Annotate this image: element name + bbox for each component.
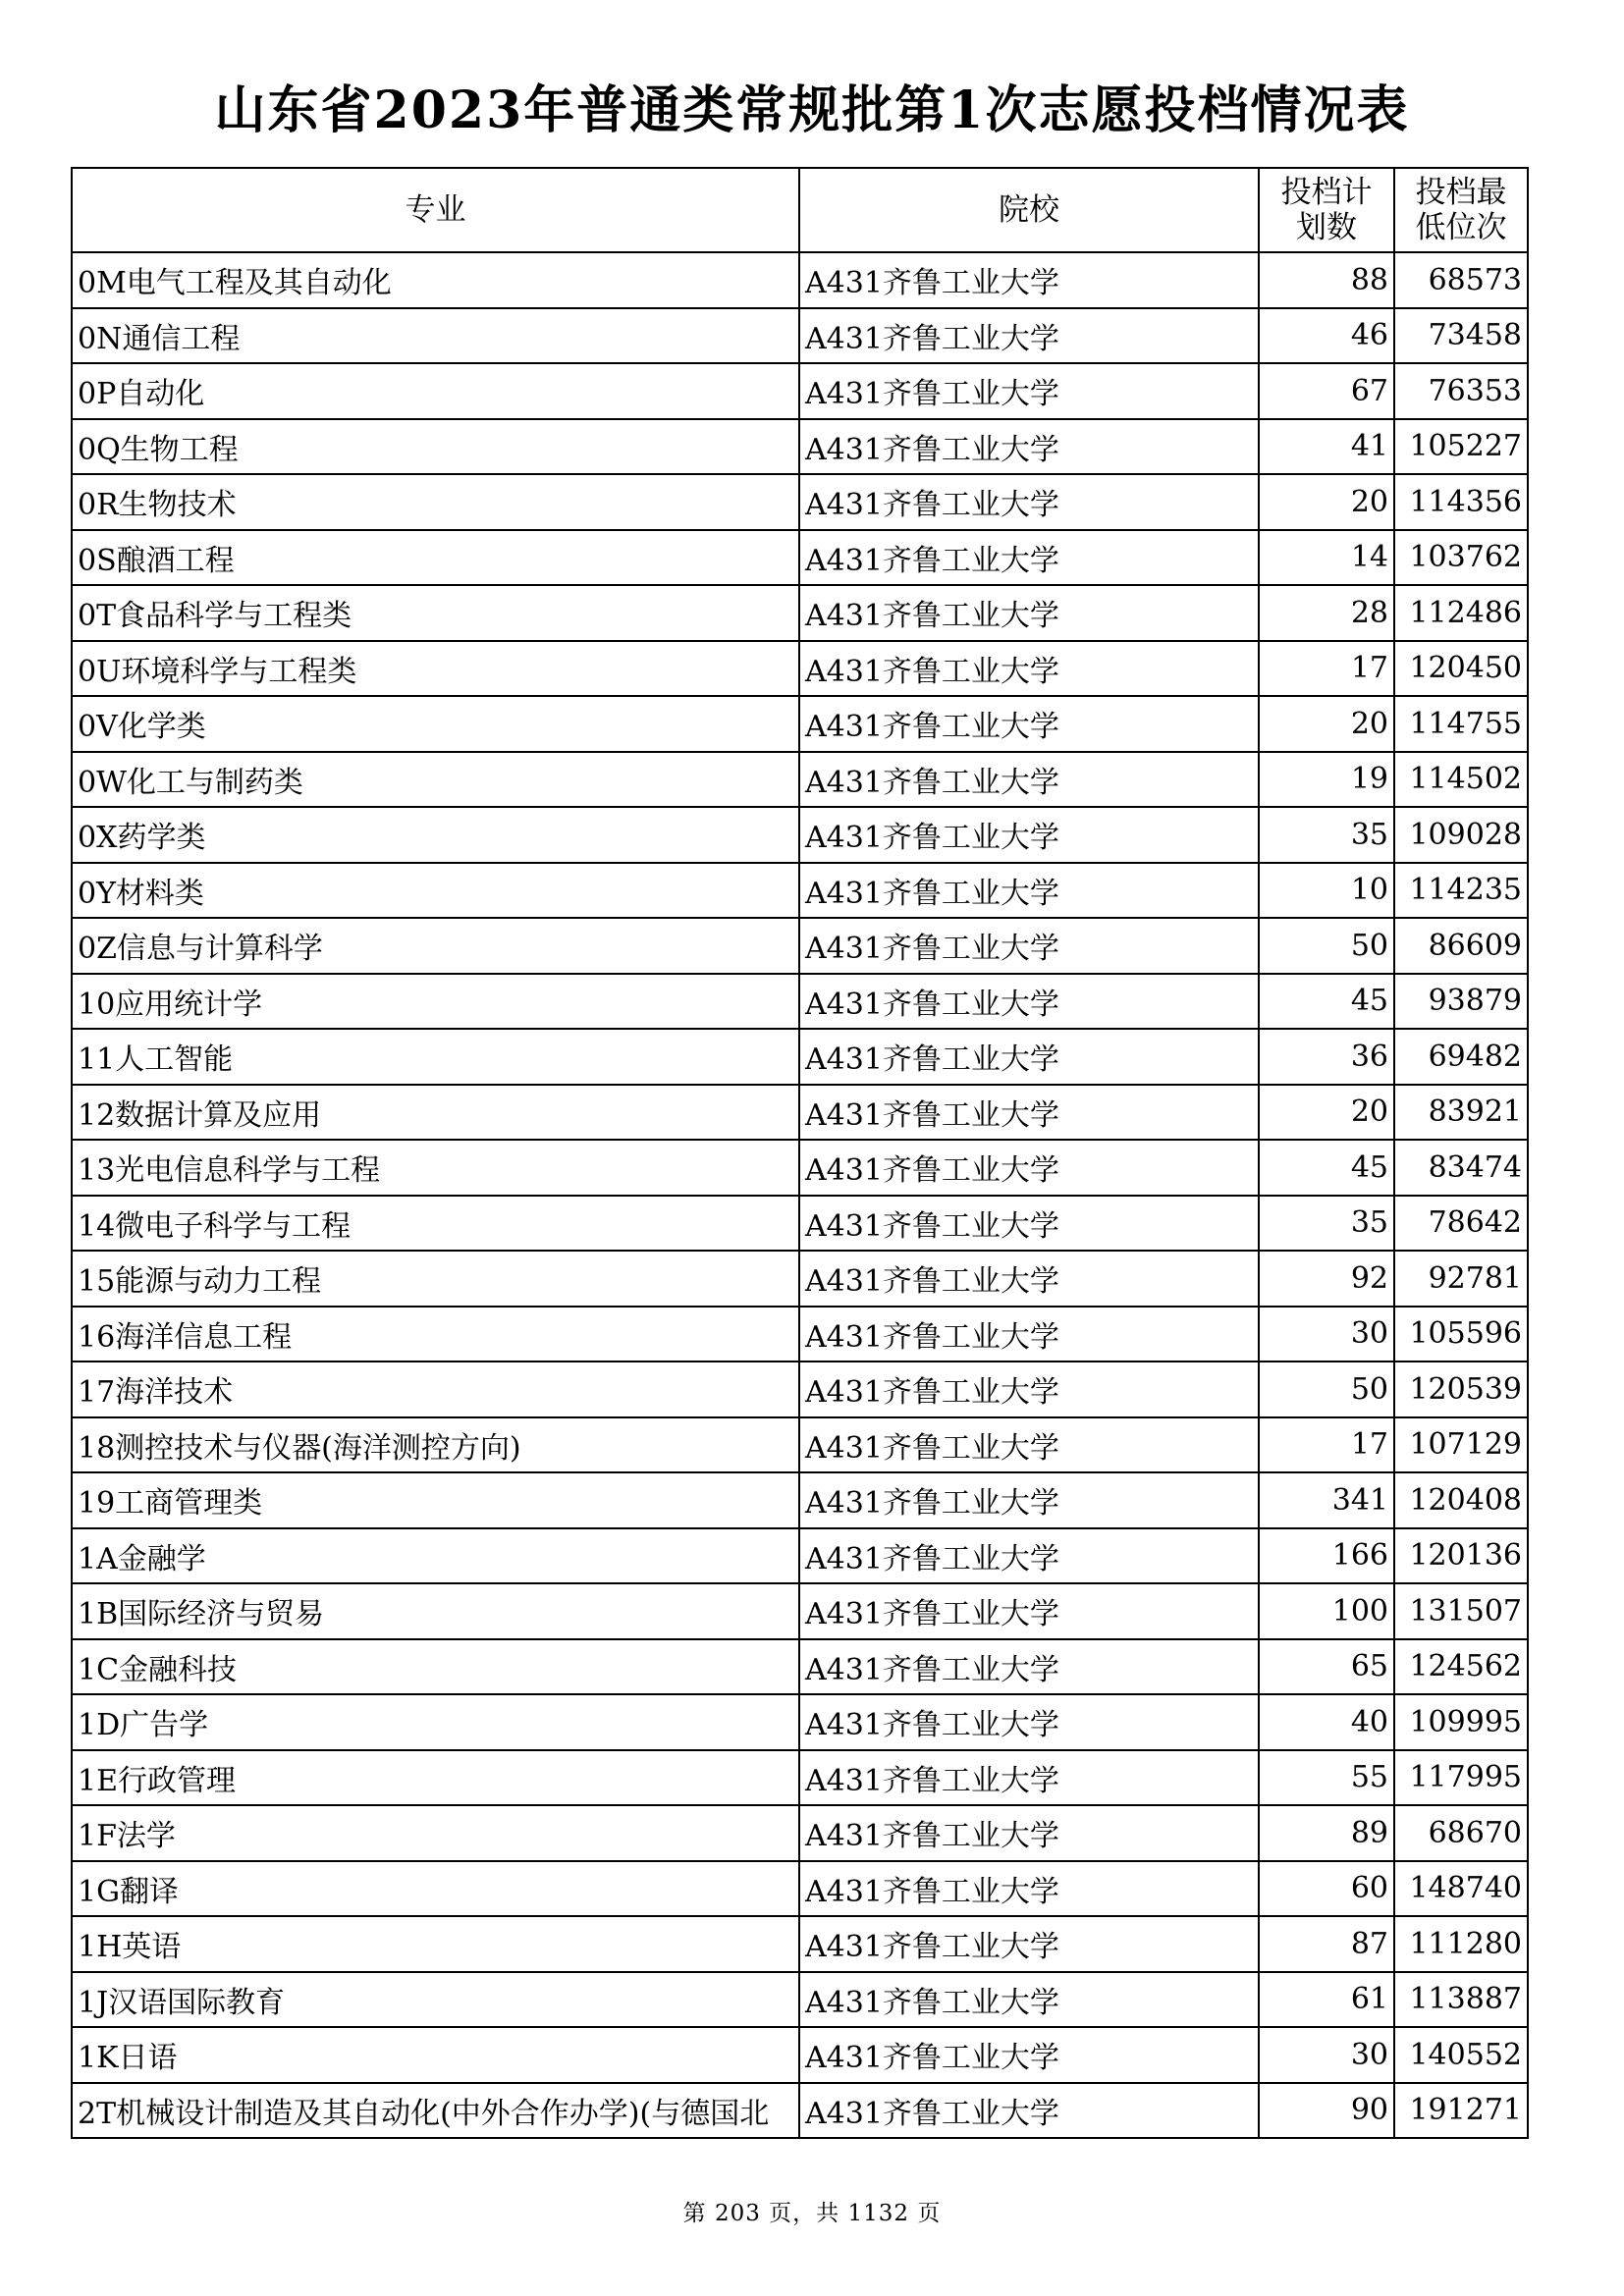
cell-school: A431齐鲁工业大学	[799, 863, 1259, 919]
cell-major: 13光电信息科学与工程	[72, 1140, 799, 1196]
table-row	[72, 1140, 1528, 1196]
cell-major: 0Q生物工程	[72, 419, 799, 475]
cell-plan: 10	[1259, 863, 1394, 919]
cell-major: 1H英语	[72, 1916, 799, 1972]
cell-rank: 111280	[1394, 1916, 1528, 1972]
cell-plan: 45	[1259, 974, 1394, 1030]
cell-rank: 73458	[1394, 308, 1528, 364]
cell-major: 17海洋技术	[72, 1362, 799, 1417]
cell-major: 1C金融科技	[72, 1639, 799, 1695]
cell-rank: 109028	[1394, 807, 1528, 863]
table-row	[72, 1029, 1528, 1085]
cell-school: A431齐鲁工业大学	[799, 1528, 1259, 1584]
table-row	[72, 2083, 1528, 2139]
cell-rank: 131507	[1394, 1583, 1528, 1639]
cell-major: 18测控技术与仪器(海洋测控方向)	[72, 1417, 799, 1473]
cell-rank: 107129	[1394, 1417, 1528, 1473]
table-row	[72, 974, 1528, 1030]
cell-school: A431齐鲁工业大学	[799, 530, 1259, 586]
cell-plan: 17	[1259, 1417, 1394, 1473]
cell-rank: 109995	[1394, 1694, 1528, 1750]
cell-school: A431齐鲁工业大学	[799, 474, 1259, 530]
cell-plan: 90	[1259, 2083, 1394, 2139]
cell-school: A431齐鲁工业大学	[799, 1251, 1259, 1307]
cell-major: 11人工智能	[72, 1029, 799, 1085]
page-title: 山东省2023年普通类常规批第1次志愿投档情况表	[214, 80, 1410, 140]
cell-school: A431齐鲁工业大学	[799, 363, 1259, 419]
cell-major: 2T机械设计制造及其自动化(中外合作办学)(与德国北	[72, 2083, 799, 2139]
cell-school: A431齐鲁工业大学	[799, 1472, 1259, 1528]
cell-major: 1G翻译	[72, 1861, 799, 1917]
cell-major: 1A金融学	[72, 1528, 799, 1584]
cell-school: A431齐鲁工业大学	[799, 1861, 1259, 1917]
header-rank	[1394, 168, 1528, 252]
cell-plan: 40	[1259, 1694, 1394, 1750]
cell-rank: 78642	[1394, 1196, 1528, 1252]
cell-plan: 45	[1259, 1140, 1394, 1196]
cell-plan: 20	[1259, 696, 1394, 752]
cell-school: A431齐鲁工业大学	[799, 1750, 1259, 1806]
table-row	[72, 696, 1528, 752]
table-row	[72, 1251, 1528, 1307]
header-plan	[1259, 168, 1394, 252]
cell-rank: 105596	[1394, 1307, 1528, 1362]
cell-rank: 86609	[1394, 918, 1528, 974]
cell-rank: 120136	[1394, 1528, 1528, 1584]
cell-major: 16海洋信息工程	[72, 1307, 799, 1362]
table-row	[72, 530, 1528, 586]
cell-major: 14微电子科学与工程	[72, 1196, 799, 1252]
cell-plan: 166	[1259, 1528, 1394, 1584]
cell-school: A431齐鲁工业大学	[799, 2083, 1259, 2139]
cell-rank: 148740	[1394, 1861, 1528, 1917]
table-row	[72, 1362, 1528, 1417]
cell-rank: 117995	[1394, 1750, 1528, 1806]
cell-major: 1D广告学	[72, 1694, 799, 1750]
cell-rank: 120408	[1394, 1472, 1528, 1528]
table-row	[72, 1694, 1528, 1750]
page-footer: 第 203 页，共 1132 页	[682, 2201, 942, 2226]
cell-school: A431齐鲁工业大学	[799, 585, 1259, 641]
cell-rank: 120539	[1394, 1362, 1528, 1417]
table-row	[72, 1972, 1528, 2028]
table-row	[72, 1528, 1528, 1584]
cell-plan: 341	[1259, 1472, 1394, 1528]
table-row	[72, 363, 1528, 419]
table-row	[72, 585, 1528, 641]
cell-plan: 55	[1259, 1750, 1394, 1806]
cell-school: A431齐鲁工业大学	[799, 2027, 1259, 2083]
cell-major: 0R生物技术	[72, 474, 799, 530]
table-row	[72, 1639, 1528, 1695]
cell-plan: 17	[1259, 641, 1394, 697]
cell-school: A431齐鲁工业大学	[799, 252, 1259, 308]
cell-plan: 92	[1259, 1251, 1394, 1307]
cell-major: 1K日语	[72, 2027, 799, 2083]
table-row	[72, 1750, 1528, 1806]
cell-rank: 114502	[1394, 752, 1528, 808]
cell-rank: 120450	[1394, 641, 1528, 697]
cell-major: 0S酿酒工程	[72, 530, 799, 586]
cell-plan: 19	[1259, 752, 1394, 808]
admission-table	[71, 167, 1529, 2139]
cell-school: A431齐鲁工业大学	[799, 1362, 1259, 1417]
cell-plan: 28	[1259, 585, 1394, 641]
table-row	[72, 1307, 1528, 1362]
cell-plan: 65	[1259, 1639, 1394, 1695]
cell-school: A431齐鲁工业大学	[799, 1085, 1259, 1141]
cell-rank: 92781	[1394, 1251, 1528, 1307]
cell-plan: 100	[1259, 1583, 1394, 1639]
table-row	[72, 918, 1528, 974]
cell-major: 0U环境科学与工程类	[72, 641, 799, 697]
table-row	[72, 807, 1528, 863]
cell-plan: 20	[1259, 1085, 1394, 1141]
cell-rank: 140552	[1394, 2027, 1528, 2083]
cell-rank: 76353	[1394, 363, 1528, 419]
table-row	[72, 1583, 1528, 1639]
header-rank-line1: 投档最	[1415, 175, 1507, 210]
cell-rank: 69482	[1394, 1029, 1528, 1085]
table-row	[72, 1861, 1528, 1917]
cell-major: 12数据计算及应用	[72, 1085, 799, 1141]
cell-major: 15能源与动力工程	[72, 1251, 799, 1307]
cell-school: A431齐鲁工业大学	[799, 308, 1259, 364]
cell-plan: 30	[1259, 2027, 1394, 2083]
cell-rank: 83474	[1394, 1140, 1528, 1196]
cell-plan: 50	[1259, 918, 1394, 974]
cell-school: A431齐鲁工业大学	[799, 1805, 1259, 1861]
table-body	[72, 252, 1528, 2138]
cell-major: 0Y材料类	[72, 863, 799, 919]
cell-major: 0M电气工程及其自动化	[72, 252, 799, 308]
cell-school: A431齐鲁工业大学	[799, 752, 1259, 808]
cell-major: 0X药学类	[72, 807, 799, 863]
header-major: 专业	[72, 168, 799, 252]
table-row	[72, 419, 1528, 475]
cell-school: A431齐鲁工业大学	[799, 1694, 1259, 1750]
cell-school: A431齐鲁工业大学	[799, 641, 1259, 697]
table-row	[72, 474, 1528, 530]
cell-school: A431齐鲁工业大学	[799, 696, 1259, 752]
cell-plan: 35	[1259, 1196, 1394, 1252]
cell-rank: 93879	[1394, 974, 1528, 1030]
cell-major: 0P自动化	[72, 363, 799, 419]
cell-major: 1J汉语国际教育	[72, 1972, 799, 2028]
table-row	[72, 1472, 1528, 1528]
cell-rank: 105227	[1394, 419, 1528, 475]
table-row	[72, 1916, 1528, 1972]
table-row	[72, 2027, 1528, 2083]
cell-rank: 114755	[1394, 696, 1528, 752]
cell-major: 10应用统计学	[72, 974, 799, 1030]
cell-rank: 114235	[1394, 863, 1528, 919]
cell-plan: 67	[1259, 363, 1394, 419]
cell-plan: 50	[1259, 1362, 1394, 1417]
cell-major: 0W化工与制药类	[72, 752, 799, 808]
header-plan-line2: 划数	[1296, 210, 1357, 245]
header-plan-line1: 投档计	[1280, 175, 1373, 210]
cell-school: A431齐鲁工业大学	[799, 918, 1259, 974]
cell-plan: 60	[1259, 1861, 1394, 1917]
cell-rank: 191271	[1394, 2083, 1528, 2139]
table-header-row	[72, 168, 1528, 252]
table-row	[72, 641, 1528, 697]
cell-school: A431齐鲁工业大学	[799, 1639, 1259, 1695]
cell-plan: 46	[1259, 308, 1394, 364]
cell-school: A431齐鲁工业大学	[799, 1972, 1259, 2028]
cell-school: A431齐鲁工业大学	[799, 1417, 1259, 1473]
cell-major: 19工商管理类	[72, 1472, 799, 1528]
table-row	[72, 1085, 1528, 1141]
cell-major: 1B国际经济与贸易	[72, 1583, 799, 1639]
cell-major: 0N通信工程	[72, 308, 799, 364]
cell-plan: 41	[1259, 419, 1394, 475]
cell-plan: 30	[1259, 1307, 1394, 1362]
cell-school: A431齐鲁工业大学	[799, 1916, 1259, 1972]
cell-plan: 88	[1259, 252, 1394, 308]
cell-major: 0T食品科学与工程类	[72, 585, 799, 641]
cell-school: A431齐鲁工业大学	[799, 419, 1259, 475]
table-row	[72, 752, 1528, 808]
cell-plan: 61	[1259, 1972, 1394, 2028]
cell-school: A431齐鲁工业大学	[799, 1583, 1259, 1639]
cell-major: 1E行政管理	[72, 1750, 799, 1806]
cell-school: A431齐鲁工业大学	[799, 974, 1259, 1030]
header-school: 院校	[799, 168, 1259, 252]
cell-rank: 68573	[1394, 252, 1528, 308]
cell-school: A431齐鲁工业大学	[799, 807, 1259, 863]
table-row	[72, 1417, 1528, 1473]
table-row	[72, 252, 1528, 308]
cell-plan: 35	[1259, 807, 1394, 863]
cell-major: 1F法学	[72, 1805, 799, 1861]
table-row	[72, 308, 1528, 364]
cell-plan: 20	[1259, 474, 1394, 530]
table-row	[72, 1805, 1528, 1861]
cell-rank: 112486	[1394, 585, 1528, 641]
cell-plan: 89	[1259, 1805, 1394, 1861]
cell-plan: 14	[1259, 530, 1394, 586]
cell-rank: 114356	[1394, 474, 1528, 530]
cell-rank: 83921	[1394, 1085, 1528, 1141]
table-row	[72, 1196, 1528, 1252]
cell-school: A431齐鲁工业大学	[799, 1196, 1259, 1252]
cell-plan: 87	[1259, 1916, 1394, 1972]
cell-rank: 124562	[1394, 1639, 1528, 1695]
cell-school: A431齐鲁工业大学	[799, 1140, 1259, 1196]
header-rank-line2: 低位次	[1415, 210, 1507, 245]
cell-rank: 113887	[1394, 1972, 1528, 2028]
cell-school: A431齐鲁工业大学	[799, 1029, 1259, 1085]
cell-plan: 36	[1259, 1029, 1394, 1085]
cell-major: 0V化学类	[72, 696, 799, 752]
table-row	[72, 863, 1528, 919]
cell-rank: 103762	[1394, 530, 1528, 586]
cell-rank: 68670	[1394, 1805, 1528, 1861]
cell-major: 0Z信息与计算科学	[72, 918, 799, 974]
cell-school: A431齐鲁工业大学	[799, 1307, 1259, 1362]
